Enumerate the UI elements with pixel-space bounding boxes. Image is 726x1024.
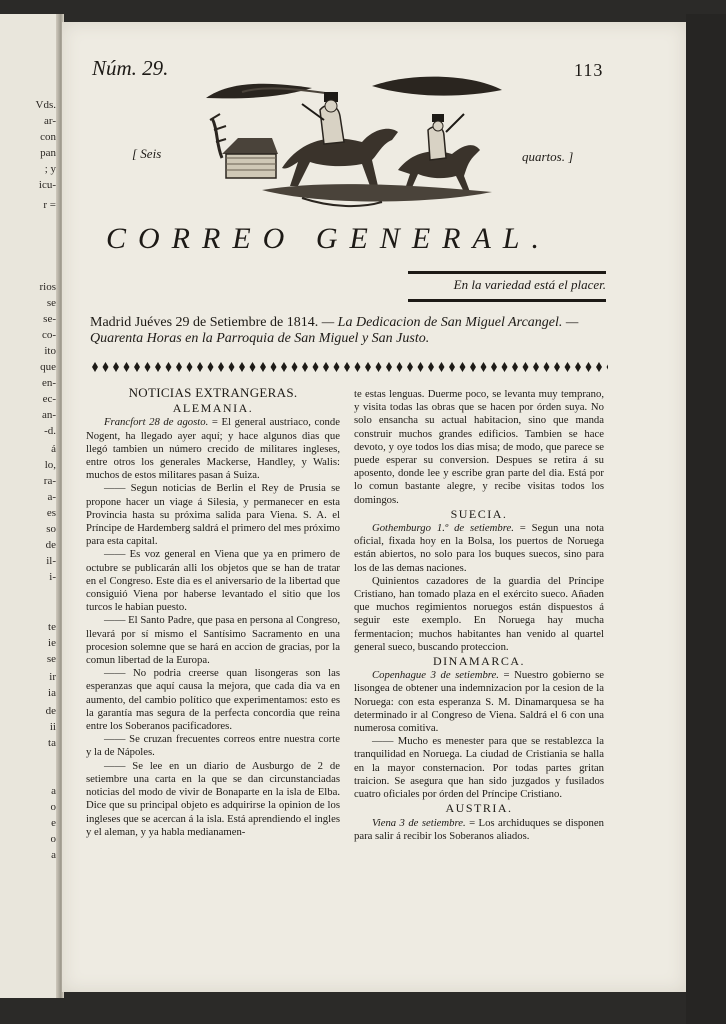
paragraph: —— Es voz general en Viena que ya en primero de octubre se publicarán alli los objetos que se han de tratar en el Congreso. Este dia es el aniversario de la libertad que consiguió Viena por haberse levantado el sitio que los turcos le habian puesto. (86, 548, 340, 614)
ornament-diamond (103, 362, 109, 372)
ornament-diamond (292, 362, 298, 372)
dateline (90, 315, 610, 347)
ornament-diamond (523, 362, 529, 372)
country-heading-dinamarca: DINAMARCA. (432, 654, 525, 669)
left-page-fragment: a (51, 785, 56, 797)
page-number: 113 (574, 60, 604, 80)
left-page-fragment: a- (47, 491, 56, 503)
price-label-right: quartos. ] (522, 149, 574, 164)
left-page-fragment: co- (41, 329, 56, 341)
left-page-fragment: se- (43, 313, 56, 325)
paragraph: —— Mucho es menester para que se restablezca la tranquilidad en Noruega. La ciudad de Cristiania se halla en la mayor consternacion. Por todas partes gritan traicion. Se asegura que han sido juzgados y fusilados cuatro oficiales por órden del Príncipe Cristiano. (354, 735, 604, 801)
ornament-diamond (460, 362, 466, 372)
ornament-diamond (418, 362, 424, 372)
left-page-fragment: se (46, 297, 56, 309)
ornament-diamond (470, 362, 476, 372)
ornament-diamond (481, 362, 487, 372)
left-page-fragment: que (40, 361, 56, 373)
ornament-diamond (512, 362, 518, 372)
left-page-fragment: lo, (44, 459, 56, 471)
motto-rule-top (408, 271, 606, 274)
ornament-diamond (449, 362, 455, 372)
paragraph-text: = Segun una nota oficial, fixada hoy en la Bolsa, los puertos de Noruega están abiertos, no solo para los buques suecos, sino para los de las demas naciones. (354, 522, 604, 574)
dateline-copenhague: Copenhague 3 de setiembre. (372, 669, 499, 682)
left-page-fragment: ; y (44, 163, 56, 175)
ornament-diamond (439, 362, 445, 372)
ornament-diamond (134, 362, 140, 372)
dateline-viena: Viena 3 de setiembre. (372, 816, 466, 829)
left-page-fragment: con (40, 131, 56, 143)
left-page-fragment: e (51, 817, 56, 829)
left-page-fragment: o (50, 801, 56, 813)
ornament-diamond (533, 362, 539, 372)
left-page-fragment: -d. (44, 425, 56, 437)
ornament-diamond (239, 362, 245, 372)
left-page-fragment: á (51, 443, 56, 455)
paragraph: —— Se cruzan frecuentes correos entre nuestra corte y la de Nápoles. (86, 733, 340, 759)
country-heading-austria: AUSTRIA. (445, 801, 513, 816)
left-page-fragment: i- (49, 571, 56, 583)
ornament-diamond (166, 362, 172, 372)
ornament-diamond (92, 362, 98, 372)
ornament-diamond (428, 362, 434, 372)
left-page-fragment: icu- (38, 179, 56, 191)
left-page-fragment: ir (49, 671, 56, 683)
left-page-fragment: so (46, 523, 56, 535)
ornament-diamond (596, 362, 602, 372)
left-page-fragment: rios (39, 281, 56, 293)
paragraph: —— Segun noticias de Berlin el Rey de Prusia se propone hacer un viage á Silesia, y permanecer en esta Provincia hasta su próxima salida para Viena. S. A. el Príncipe de Hardemberg saldrá el primero del mes próximo para esta capital. (86, 482, 340, 548)
ornament-diamond (386, 362, 392, 372)
left-page-fragment: il- (46, 555, 56, 567)
left-page-fragment: te (48, 621, 56, 633)
paragraph: —— Se lee en un diario de Ausburgo de 2 de setiembre una carta en la que se dan circunstanciadas noticias del modo de vivir de Bonaparte en la isla de Elba. Dice que su principal objeto es adquirirse la opinion de los ingleses que se acercan á la isla. Está aprendiendo el ingles y el aleman, y ya habla medianamen- (86, 759, 340, 838)
ornament-diamond (575, 362, 581, 372)
left-page-fragment: an- (41, 409, 56, 421)
ornament-diamond (586, 362, 592, 372)
paragraph (354, 817, 604, 843)
left-page-fragment: ra- (43, 475, 56, 487)
ornament-diamond (313, 362, 319, 372)
left-page-fragment: ar- (44, 115, 56, 127)
ornament-diamond (229, 362, 235, 372)
ornament-diamond (407, 362, 413, 372)
ornament-diamond (544, 362, 550, 372)
ornament-diamond (376, 362, 382, 372)
newspaper-page (62, 22, 686, 992)
paragraph: —— No podria creerse quan lisongeras son las esperanzas que aquí causa la mejora, que cada dia va en aumento, del cambio político que experimentamos: esto es la garantía mas segura de la perfecta concordia que reina entre los Soberanos pacificadores. (86, 667, 340, 733)
left-page-fragment: ii (49, 721, 56, 733)
left-page-fragment: Vds. (35, 99, 56, 111)
ornament-diamond (554, 362, 560, 372)
dateline-saints: — La Dedicacion de San Miguel Arcangel. — Quarenta Horas en la Parroquia de San Miguel y San Justo. (90, 315, 579, 346)
paragraph-text: = Los archiduques se disponen para salir á recibir los Soberanos aliados. (354, 816, 604, 842)
paragraph: —— El Santo Padre, que pasa en persona al Congreso, llevará por sí mismo el Santísimo Sacramento en una procesion solemne que se hará en accion de gracias, por la comun libertad de la Europa. (86, 614, 340, 667)
horsemen-vignette (202, 58, 512, 210)
paragraph: te estas lenguas. Duerme poco, se levanta muy temprano, y visita todas las obras que se hacen por órden suya. No solo ensancha su actual habitacion, sino que manda construir muchos grandes edificios. Tambien se hace devoto, y oye todos los dias misa; de modo, que parece se puede esperar su conversion. Despues se retira á su aposento, donde lee y escribe gran parte del dia. Está por lo comun bastante alegre, y recibe visitas todos los domingos. (354, 388, 604, 506)
ornament-diamond (491, 362, 497, 372)
ornament-diamond (344, 362, 350, 372)
section-heading: NOTICIAS EXTRANGERAS. (128, 385, 298, 400)
left-page-fragment: es (46, 507, 56, 519)
ornament-diamond (302, 362, 308, 372)
left-page-fragment: ito (44, 345, 56, 357)
left-page-fragment: r = (43, 199, 56, 211)
ornament-diamond (281, 362, 287, 372)
left-page-fragment: en- (41, 377, 56, 389)
ornament-diamond (271, 362, 277, 372)
dateline-francfort: Francfort 28 de agosto. (104, 416, 209, 429)
paragraph-text: = Nuestro gobierno se lisongea de obtener una indemnizacion por la cesion de la Noruega: con esta esperanza S. M. Dinamarquesa se ha determinado ir al Congreso de Viena. Saldrá el 6 con una numerosa comitiva. (354, 669, 605, 735)
ornament-diamond (260, 362, 266, 372)
left-page-fragment: ec- (42, 393, 56, 405)
column-right (354, 388, 604, 843)
ornament-diamond (334, 362, 340, 372)
left-page-fragment: de (45, 539, 56, 551)
ornament-diamond (176, 362, 182, 372)
left-page-fragment: ie (48, 637, 56, 649)
price-label-left: [ Seis (132, 146, 162, 161)
ornament-diamond (113, 362, 119, 372)
country-heading-alemania: ALEMANIA. (172, 401, 254, 416)
dateline-place-date: Madrid Juéves 29 de Setiembre de 1814. (90, 315, 319, 330)
ornament-diamond (155, 362, 161, 372)
left-page-fragment: ia (48, 687, 56, 699)
paragraph (86, 416, 340, 482)
ornament-diamond (365, 362, 371, 372)
ornament-diamond (250, 362, 256, 372)
ornament-diamond (607, 362, 609, 372)
column-left (86, 386, 340, 839)
motto: En la variedad está el placer. (453, 277, 606, 292)
dateline-gothemburgo: Gothemburgo 1.º de setiembre. (372, 522, 514, 535)
left-page-fragment: pan (40, 147, 56, 159)
ornament-diamond (218, 362, 224, 372)
paragraph (354, 522, 604, 575)
left-page-fragment: ta (48, 737, 56, 749)
ornament-diamond (187, 362, 193, 372)
left-page-fragment: a (51, 849, 56, 861)
masthead-title: CORREO GENERAL. (106, 222, 551, 255)
paragraph: Quinientos cazadores de la guardia del Príncipe Cristiano, han tomado plaza en el exército sueco. Añaden que muchos regimientos noruegos están dispuestos á seguir este exemplo. En Noruega hay mucha fermentacion; muchos habitantes han venido al quartel general sueco, buscando proteccion. (354, 574, 604, 653)
scan-background (686, 14, 726, 1024)
left-page-edge (0, 14, 60, 998)
ornamental-rule (88, 360, 608, 374)
ornament-diamond (565, 362, 571, 372)
left-page-fragment: o (50, 833, 56, 845)
paragraph-text: = El general austriaco, conde Nogent, ha llegado ayer aquí; y hace algunos dias que llegó tambien un número crecido de militares ingleses, entre otros los generales Mackerse, Handley, y Walis: muchos de estos militares pasan á Suiza. (86, 416, 340, 482)
ornament-diamond (323, 362, 329, 372)
ornament-diamond (124, 362, 130, 372)
ornament-diamond (208, 362, 214, 372)
ornament-diamond (145, 362, 151, 372)
left-page-fragment: de (45, 705, 56, 717)
left-page-fragment: se (46, 653, 56, 665)
ornament-diamond (197, 362, 203, 372)
motto-rule-bottom (408, 299, 606, 302)
country-heading-suecia: SUECIA. (450, 506, 508, 521)
paragraph (354, 669, 604, 735)
issue-number: Núm. 29. (92, 56, 169, 80)
ornament-diamond (502, 362, 508, 372)
ornament-diamond (397, 362, 403, 372)
ornament-diamond (355, 362, 361, 372)
